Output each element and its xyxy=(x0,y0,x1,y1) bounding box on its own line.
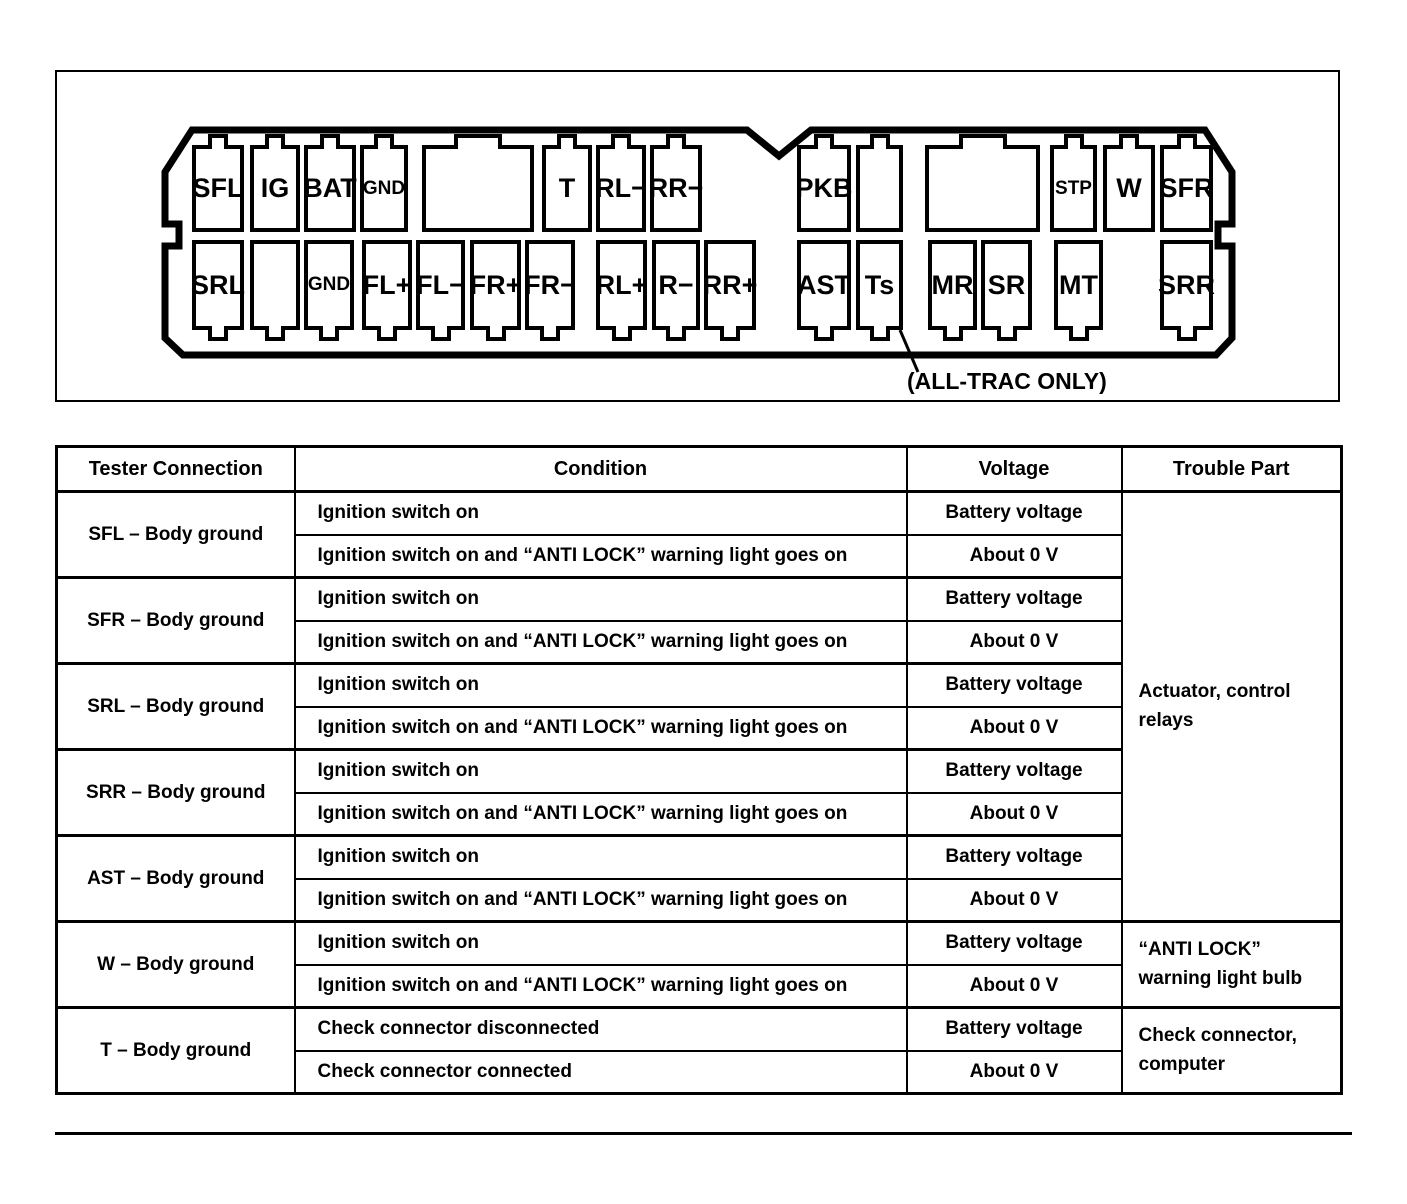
voltage-cell: Battery voltage xyxy=(907,492,1122,535)
voltage-cell: Battery voltage xyxy=(907,664,1122,707)
condition-cell: Ignition switch on and “ANTI LOCK” warning light goes on xyxy=(295,535,907,578)
pin-bat xyxy=(304,145,356,232)
tester-connection-cell: SFL – Body ground xyxy=(57,492,295,578)
header-trouble-part: Trouble Part xyxy=(1122,447,1342,492)
pin-label: FR+ xyxy=(469,269,522,300)
voltage-cell: About 0 V xyxy=(907,965,1122,1008)
pin-tab xyxy=(1069,326,1089,341)
pin-sfr xyxy=(1160,145,1213,232)
pin-tab xyxy=(870,134,890,149)
pin-blank xyxy=(925,145,1040,232)
pin-tab xyxy=(870,326,890,341)
pin-sr xyxy=(981,240,1032,330)
condition-cell: Ignition switch on and “ANTI LOCK” warning light goes on xyxy=(295,621,907,664)
pin-fr-minus xyxy=(525,240,575,330)
diagnostic-table xyxy=(55,445,1343,1095)
voltage-cell: About 0 V xyxy=(907,1051,1122,1094)
table-row xyxy=(57,1008,1342,1051)
pin-label: SFR xyxy=(1159,173,1214,203)
pin-t xyxy=(542,145,592,232)
condition-cell: Ignition switch on xyxy=(295,922,907,965)
pin-tab xyxy=(431,326,451,341)
pin-label: T xyxy=(558,173,576,203)
pin-r-minus xyxy=(652,240,700,330)
pin-label: AST xyxy=(797,269,851,300)
voltage-cell: About 0 V xyxy=(907,879,1122,922)
pin-label: Ts xyxy=(864,269,895,300)
condition-cell: Check connector disconnected xyxy=(295,1008,907,1051)
condition-cell: Ignition switch on xyxy=(295,492,907,535)
pin-label: GND xyxy=(362,177,406,199)
pin-blank xyxy=(250,240,300,330)
pin-tab xyxy=(959,134,1007,149)
pin-srr xyxy=(1158,240,1216,330)
condition-cell: Ignition switch on and “ANTI LOCK” warning light goes on xyxy=(295,793,907,836)
table-header-row xyxy=(57,447,1342,492)
pin-mr xyxy=(928,240,977,330)
tester-connection-cell: T – Body ground xyxy=(57,1008,295,1094)
alltrac-annotation: (ALL-TRAC ONLY) xyxy=(907,368,1107,394)
pin-sfl xyxy=(192,145,244,232)
pin-label: SFL xyxy=(192,173,244,203)
pin-label: IG xyxy=(260,173,290,203)
pin-w xyxy=(1103,145,1155,232)
pin-tab xyxy=(1119,134,1139,149)
pin-fl-plus xyxy=(362,240,412,330)
tester-connection-cell: AST – Body ground xyxy=(57,836,295,922)
pin-blank xyxy=(856,145,903,232)
pin-tab xyxy=(208,134,228,149)
pin-blank xyxy=(422,145,534,232)
pin-fl-minus xyxy=(416,240,465,330)
pin-tab xyxy=(666,326,686,341)
pin-ast xyxy=(797,240,851,330)
condition-cell: Ignition switch on and “ANTI LOCK” warning light goes on xyxy=(295,965,907,1008)
voltage-cell: Battery voltage xyxy=(907,836,1122,879)
pin-label: W xyxy=(1116,173,1142,203)
tester-connection-cell: SRR – Body ground xyxy=(57,750,295,836)
pin-tab xyxy=(377,326,397,341)
tester-connection-cell: SRL – Body ground xyxy=(57,664,295,750)
pin-tab xyxy=(612,326,632,341)
pin-label: RL− xyxy=(595,173,647,203)
pin-rr-plus xyxy=(704,240,756,330)
pin-label: FR− xyxy=(524,269,576,300)
pin-tab xyxy=(208,326,228,341)
pin-tab xyxy=(319,326,339,341)
condition-cell: Ignition switch on and “ANTI LOCK” warning light goes on xyxy=(295,707,907,750)
voltage-cell: Battery voltage xyxy=(907,578,1122,621)
pin-label: RL+ xyxy=(595,269,648,300)
pin-gnd-bottom xyxy=(304,240,354,330)
pin-label: PKB xyxy=(795,173,853,203)
condition-cell: Ignition switch on xyxy=(295,750,907,793)
pin-tab xyxy=(557,134,577,149)
pin-tab xyxy=(720,326,740,341)
pin-rl-plus xyxy=(596,240,647,330)
pin-tab xyxy=(611,134,631,149)
pin-stp xyxy=(1050,145,1097,232)
pin-mt xyxy=(1054,240,1103,330)
pin-tab xyxy=(666,134,686,149)
condition-cell: Ignition switch on xyxy=(295,578,907,621)
pin-label: SRL xyxy=(191,269,245,300)
pin-tab xyxy=(943,326,963,341)
condition-cell: Ignition switch on and “ANTI LOCK” warning light goes on xyxy=(295,879,907,922)
pin-label: RR− xyxy=(648,173,704,203)
pin-tab xyxy=(814,326,834,341)
pin-label: FL− xyxy=(416,269,465,300)
condition-cell: Check connector connected xyxy=(295,1051,907,1094)
pin-rr-minus xyxy=(650,145,702,232)
pin-tab xyxy=(265,326,285,341)
pin-rl-minus xyxy=(596,145,646,232)
pin-label: SRR xyxy=(1158,269,1216,300)
pin-tab xyxy=(265,134,285,149)
pin-ts xyxy=(856,240,903,330)
pin-tab xyxy=(486,326,506,341)
connector-outline xyxy=(57,72,1336,398)
voltage-cell: About 0 V xyxy=(907,707,1122,750)
page-bottom-rule xyxy=(55,1132,1352,1135)
pin-label: MT xyxy=(1059,269,1098,300)
pin-label: STP xyxy=(1055,177,1092,199)
pin-label: GND xyxy=(307,274,351,295)
condition-cell: Ignition switch on xyxy=(295,664,907,707)
trouble-part-cell: Check connector, computer xyxy=(1122,1008,1342,1094)
pin-tab xyxy=(1064,134,1084,149)
voltage-cell: Battery voltage xyxy=(907,922,1122,965)
header-voltage: Voltage xyxy=(907,447,1122,492)
pin-tab xyxy=(540,326,560,341)
pin-label: MR xyxy=(931,269,974,300)
pin-label: R− xyxy=(658,269,694,300)
voltage-cell: Battery voltage xyxy=(907,750,1122,793)
pin-tab xyxy=(1177,134,1197,149)
pin-gnd-top xyxy=(360,145,408,232)
header-tester-connection: Tester Connection xyxy=(57,447,295,492)
pin-fr-plus xyxy=(470,240,521,330)
pin-tab xyxy=(320,134,340,149)
pin-pkb xyxy=(797,145,851,232)
table-row xyxy=(57,922,1342,965)
voltage-cell: About 0 V xyxy=(907,793,1122,836)
pin-tab xyxy=(454,134,502,149)
tester-connection-cell: W – Body ground xyxy=(57,922,295,1008)
pin-label: BAT xyxy=(303,173,357,203)
pin-tab xyxy=(997,326,1017,341)
pin-tab xyxy=(1177,326,1197,341)
voltage-cell: About 0 V xyxy=(907,535,1122,578)
pin-srl xyxy=(192,240,244,330)
trouble-part-cell: “ANTI LOCK” warning light bulb xyxy=(1122,922,1342,1008)
pin-label: FL+ xyxy=(362,269,412,300)
connector-figure xyxy=(55,70,1340,402)
header-condition: Condition xyxy=(295,447,907,492)
pin-ig xyxy=(250,145,300,232)
trouble-part-cell: Actuator, control relays xyxy=(1122,492,1342,922)
condition-cell: Ignition switch on xyxy=(295,836,907,879)
pin-label: RR+ xyxy=(702,269,758,300)
table-row xyxy=(57,492,1342,535)
pin-tab xyxy=(814,134,834,149)
pin-tab xyxy=(374,134,394,149)
pin-label: SR xyxy=(987,269,1026,300)
tester-connection-cell: SFR – Body ground xyxy=(57,578,295,664)
voltage-cell: Battery voltage xyxy=(907,1008,1122,1051)
voltage-cell: About 0 V xyxy=(907,621,1122,664)
